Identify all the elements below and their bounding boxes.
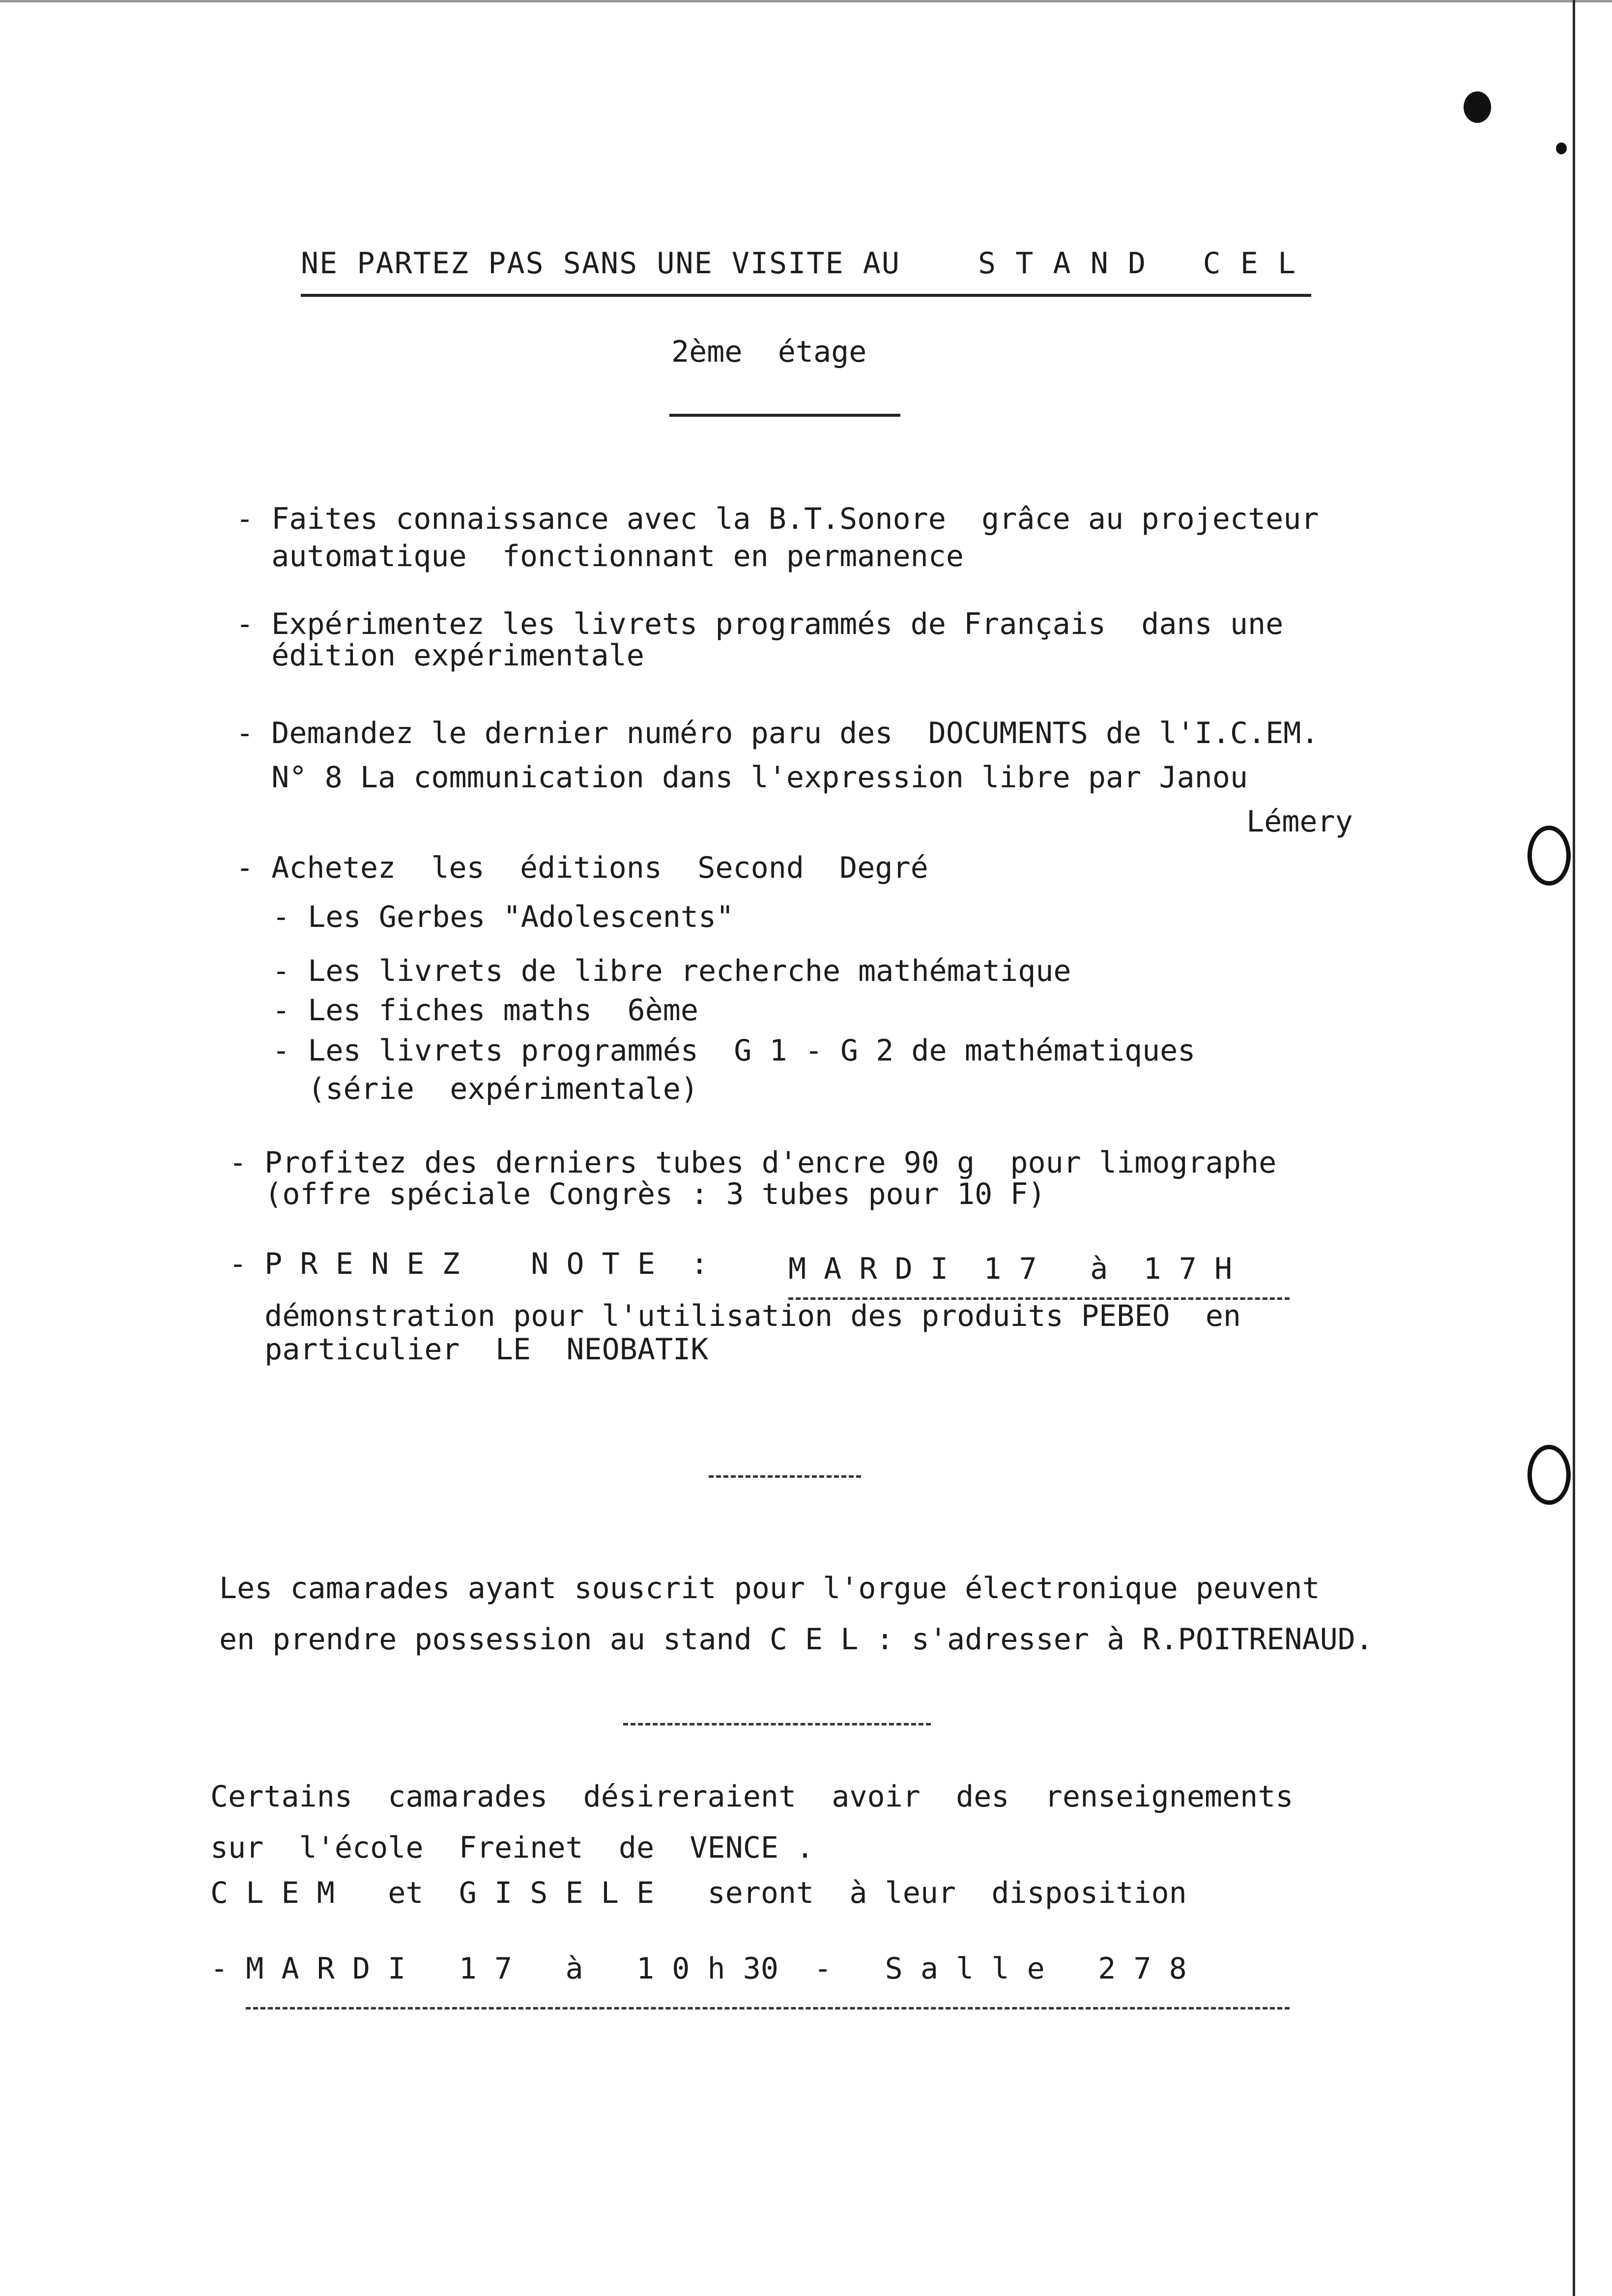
scan-top-edge xyxy=(0,0,1612,2)
subitem-fiches-maths: - Les fiches maths 6ème xyxy=(272,993,698,1028)
binder-hole-top xyxy=(1527,826,1571,886)
title-underline xyxy=(301,294,1311,297)
punch-dot xyxy=(1464,91,1491,123)
item-documents-2: N° 8 La communication dans l'expression libre par Janou xyxy=(236,760,1248,795)
item-note-lead: - P R E N E Z N O T E : xyxy=(229,1247,709,1281)
item-encre-2: (offre spéciale Congrès : 3 tubes pour 10 F) xyxy=(229,1177,1046,1211)
floor-underline xyxy=(669,414,900,417)
separator-1 xyxy=(709,1475,861,1478)
freinet-line-3: C L E M et G I S E L E seront à leur disposition xyxy=(210,1876,1187,1910)
item-note-3: particulier LE NEOBATIK xyxy=(229,1332,709,1367)
floor-label: 2ème étage xyxy=(671,335,867,369)
freinet-line-4: - M A R D I 1 7 à 1 0 h 30 - S a l l e 2 7 8 xyxy=(210,1952,1187,1986)
item-encre-1: - Profitez des derniers tubes d'encre 90 g pour limographe xyxy=(229,1146,1277,1180)
title-lead: NE PARTEZ PAS SANS UNE VISITE AU xyxy=(301,246,900,281)
freinet-line-1: Certains camarades désireraient avoir des renseignements xyxy=(210,1779,1294,1814)
orgue-line-2: en prendre possession au stand C E L : s'adresser à R.POITRENAUD. xyxy=(219,1622,1373,1657)
item-livrets-1: - Expérimentez les livrets programmés de Français dans une xyxy=(236,607,1284,641)
separator-2 xyxy=(623,1723,931,1725)
item-note-date: M A R D I 1 7 à 1 7 H xyxy=(788,1252,1233,1286)
subitem-g1g2-2: (série expérimentale) xyxy=(272,1072,698,1106)
orgue-line-1: Les camarades ayant souscrit pour l'orgue électronique peuvent xyxy=(219,1571,1320,1606)
item-bt-sonore-2: automatique fonctionnant en permanence xyxy=(236,539,964,574)
title-stand: S T A N D C E L xyxy=(978,246,1297,281)
item-second-degre: - Achetez les éditions Second Degré xyxy=(236,851,928,885)
freinet-line-2: sur l'école Freinet de VENCE . xyxy=(210,1831,814,1865)
subitem-g1g2-1: - Les livrets programmés G 1 - G 2 de mathématiques xyxy=(272,1033,1196,1068)
item-note-2: démonstration pour l'utilisation des produits PEBEO en xyxy=(229,1299,1241,1333)
freinet-date-underline xyxy=(246,2007,1290,2009)
subitem-gerbes: - Les Gerbes "Adolescents" xyxy=(272,900,734,934)
subitem-libre-recherche: - Les livrets de libre recherche mathématique xyxy=(272,954,1071,988)
item-documents-1: - Demandez le dernier numéro paru des DOCUMENTS de l'I.C.EM. xyxy=(236,716,1319,750)
ink-speck xyxy=(1556,143,1567,154)
binder-hole-bottom xyxy=(1527,1445,1571,1505)
margin-rule xyxy=(1573,0,1575,2296)
item-bt-sonore-1: - Faites connaissance avec la B.T.Sonore grâce au projecteur xyxy=(236,502,1319,536)
item-documents-3: Lémery xyxy=(1246,804,1353,839)
item-livrets-2: édition expérimentale xyxy=(236,638,644,673)
